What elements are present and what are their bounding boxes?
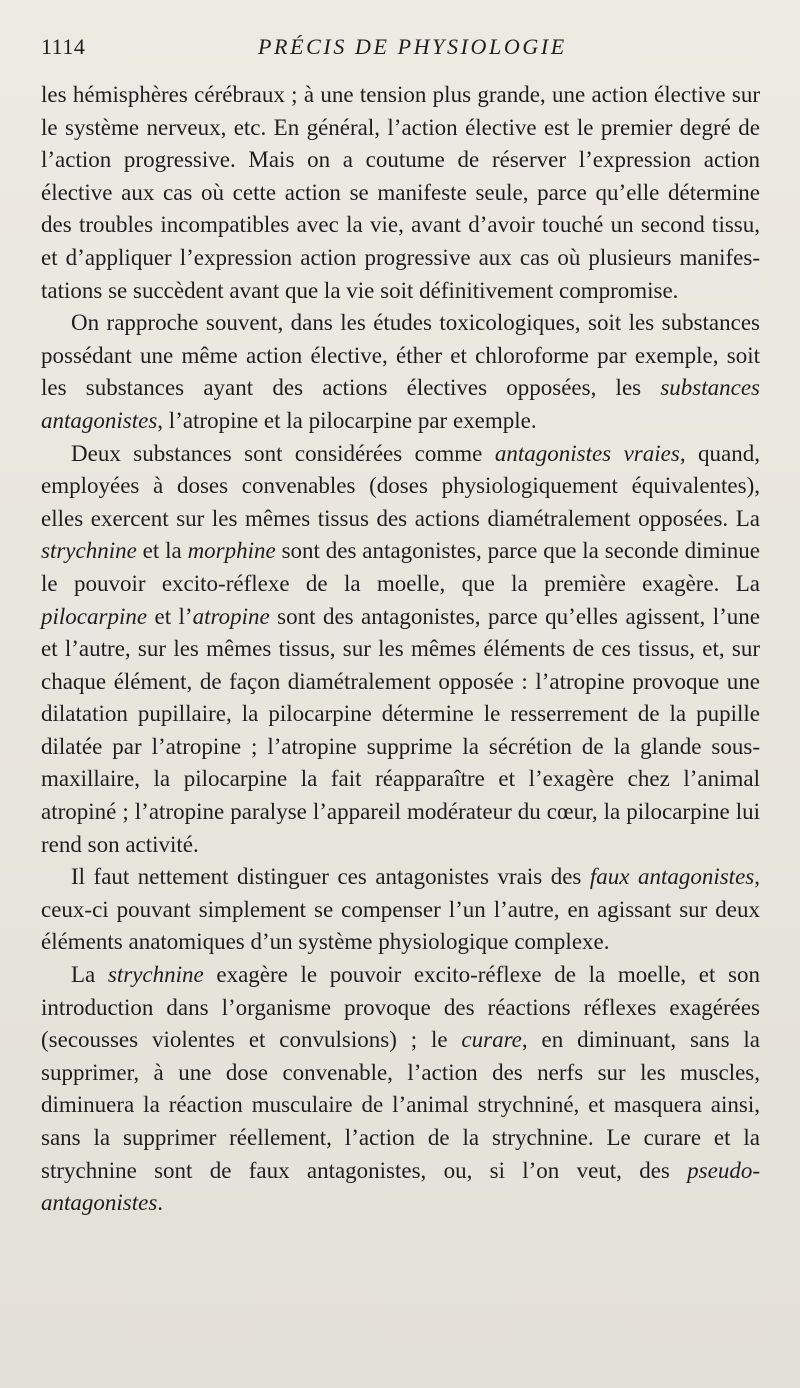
italic-term: strychnine <box>41 538 137 564</box>
text-run: et la <box>136 538 188 564</box>
text-run: La <box>71 962 108 988</box>
italic-term: substances antagonistes <box>41 375 760 433</box>
paragraph-5 <box>41 959 760 1220</box>
text-run: et l’ <box>147 603 193 629</box>
paragraph-4 <box>41 861 760 959</box>
page-header <box>41 34 760 74</box>
italic-term: faux antagonistes <box>589 864 755 890</box>
text-run: , en diminuant, sans la supprimer, à une dose convenable, l’action des nerfs sur les muscles, diminuera la réaction musculaire de l’animal strychniné, et masquera ainsi, sans la supprimer réellement, l’action de la strychnine. Le curare et la strychnine sont de faux antagonistes, ou, si l’on veut, des <box>41 1027 761 1183</box>
italic-term: antagonistes vraies <box>494 440 680 466</box>
text-run: Deux substances sont considérées comme <box>71 440 495 466</box>
text-run: , l’atropine et la pilocarpine par exemple. <box>157 407 537 433</box>
text-run: , quand, employées à doses convenables (doses physiologiquement équivalentes), elles exercent sur les mêmes tissus des actions diamétralement opposées. La <box>41 440 760 531</box>
paragraph-2 <box>41 307 760 437</box>
page-number: 1114 <box>41 34 86 59</box>
italic-term: atropine <box>192 603 270 629</box>
italic-term: pilocarpine <box>41 603 148 629</box>
text-run: On rapproche souvent, dans les études toxicologiques, soit les substances possédant une même action élective, éther et chloroforme par exemple, soit les substances ayant des actions électives opposées, les <box>41 310 760 401</box>
text-run: Il faut nettement distinguer ces antagonistes vrais des <box>71 864 590 890</box>
italic-term: strychnine <box>107 962 204 988</box>
text-run: les hémisphères cérébraux ; à une tension plus grande, une action élective sur le système nerveux, etc. En général, l’action élective est le premier degré de l’action progressive. Mais on a coutume de réserver l’expression action élective aux cas où cette action se manifeste seule, parce qu’elle détermine des troubles incompatibles avec la vie, avant d’avoir touché un second tissu, et d’appliquer l’expression action progressive aux cas où plusieurs manifestations se succèdent avant que la vie soit définitivement compromise. <box>41 82 760 303</box>
italic-term: pseudo-antagonistes <box>41 1157 760 1216</box>
italic-term: curare <box>461 1027 522 1053</box>
paragraph-3 <box>41 438 760 862</box>
paragraph-1 <box>41 79 760 307</box>
text-run: . <box>157 1190 164 1216</box>
running-title: PRÉCIS DE PHYSIOLOGIE <box>258 34 567 59</box>
text-run: sont des antagonistes, parce que la seconde diminue le pouvoir excito-réflexe de la moelle, que la première exagère. La <box>41 538 761 596</box>
body-text <box>41 79 760 1220</box>
text-run: exagère le pouvoir excito-réflexe de la moelle, et son introduction dans l’organisme provoque des réactions réflexes exagérées (secousses violentes et convulsions) ; le <box>41 962 760 1053</box>
text-run: , ceux-ci pouvant simplement se compenser l’un l’autre, en agissant sur deux éléments anatomiques d’un système physiologique complexe. <box>41 864 760 955</box>
italic-term: morphine <box>187 538 276 564</box>
text-run: sont des antagonistes, parce qu’elles agissent, l’une et l’autre, sur les mêmes tissus, sur les mêmes éléments de ces tissus, et, sur chaque élément, de façon diamétralement opposée : l’atropine provoque une dilatation pupillaire, la pilocarpine détermine le resserrement de la pupille dilatée par l’atropine ; l’atropine supprime la sécrétion de la glande sous-maxillaire, la pilocarpine la fait réapparaître et l’exagère chez l’animal atropiné ; l’atropine paralyse l’appareil modérateur du cœur, la pilocarpine lui rend son activité. <box>41 603 760 857</box>
